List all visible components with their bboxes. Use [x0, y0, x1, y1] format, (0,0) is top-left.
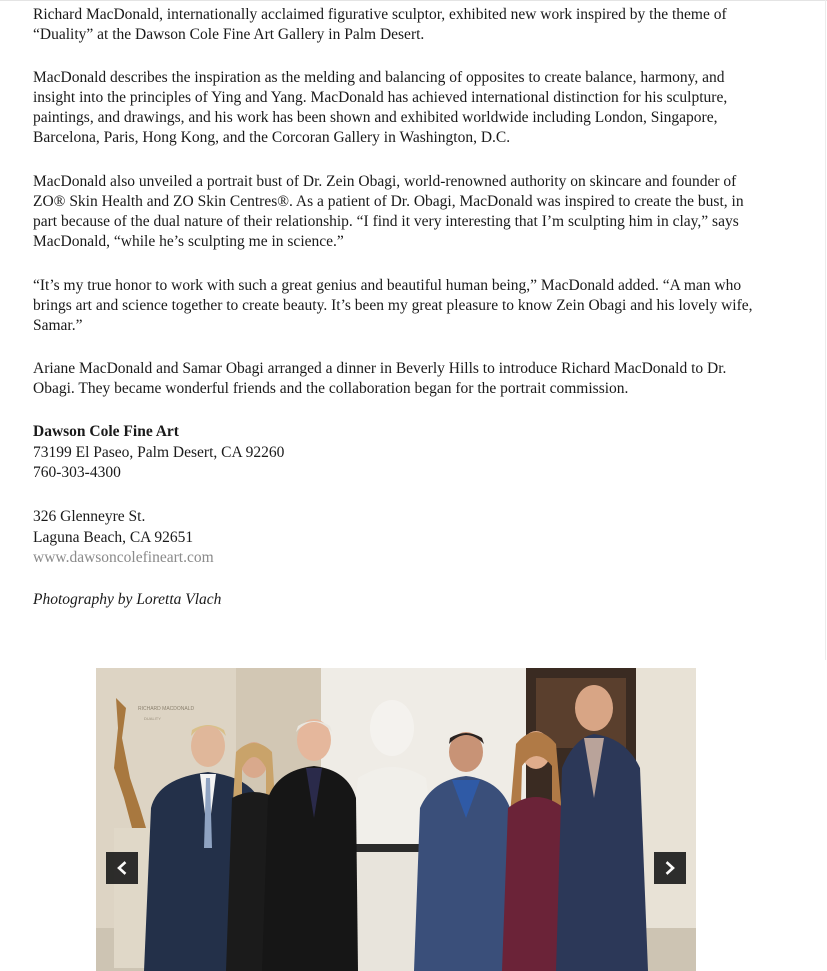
article-paragraph-2: MacDonald describes the inspiration as the melding and balancing of opposites to create balance, harmony, and insight into the principles of Ying and Yang. MacDonald has achieved international distinction for his sculpture, paintings, and drawings, and his work has been shown and exhibited worldwide including London, Singapore, Barcelona, Paris, Hong Kong, and the Corcoran Gallery in Washington, D.C. [33, 69, 728, 146]
carousel-next-button[interactable] [654, 852, 686, 884]
gallery-contact [33, 422, 284, 484]
gallery-phone: 760-303-4300 [33, 464, 121, 481]
article-paragraph-1: Richard MacDonald, internationally acclaimed figurative sculptor, exhibited new work inspired by the theme of “Duality” at the Dawson Cole Fine Art Gallery in Palm Desert. [33, 6, 727, 43]
gallery-name: Dawson Cole Fine Art [33, 423, 179, 440]
article-paragraph-4: “It’s my true honor to work with such a great genius and beautiful human being,” MacDonald added. “A man who brings art and science together to create beauty. It’s been my great pleasure to know Zein Obagi and his lovely wife, Samar.” [33, 277, 753, 334]
wall-text-2: DUALITY [144, 716, 161, 721]
photo-credit: Photography by Loretta Vlach [33, 591, 222, 608]
laguna-street: 326 Glenneyre St. [33, 508, 146, 525]
carousel-prev-button[interactable] [106, 852, 138, 884]
gallery-address: 73199 El Paseo, Palm Desert, CA 92260 [33, 443, 285, 461]
gallery-website-link[interactable]: www.dawsoncolefineart.com [33, 549, 214, 566]
chevron-right-icon [663, 861, 677, 875]
chevron-left-icon [115, 861, 129, 875]
wall-text-1: RICHARD MACDONALD [138, 706, 195, 712]
photo-carousel[interactable] [96, 668, 696, 971]
article-paragraph-5: Ariane MacDonald and Samar Obagi arranged a dinner in Beverly Hills to introduce Richard MacDonald to Dr. Obagi. They became wonderful friends and the collaboration began for the portrait commission. [33, 360, 727, 397]
article-paragraph-3: MacDonald also unveiled a portrait bust of Dr. Zein Obagi, world-renowned authority on skincare and founder of ZO® Skin Health and ZO Skin Centres®. As a patient of Dr. Obagi, MacDonald was inspired to create the bust, in part because of the dual nature of their relationship. “I find it very interesting that I’m sculpting him in clay,” says MacDonald, “while he’s sculpting me in science.” [33, 173, 744, 250]
right-divider [825, 0, 826, 660]
laguna-city: Laguna Beach, CA 92651 [33, 528, 194, 546]
top-divider [0, 0, 827, 1]
event-photo [96, 668, 696, 971]
gallery-address-laguna [33, 507, 214, 569]
